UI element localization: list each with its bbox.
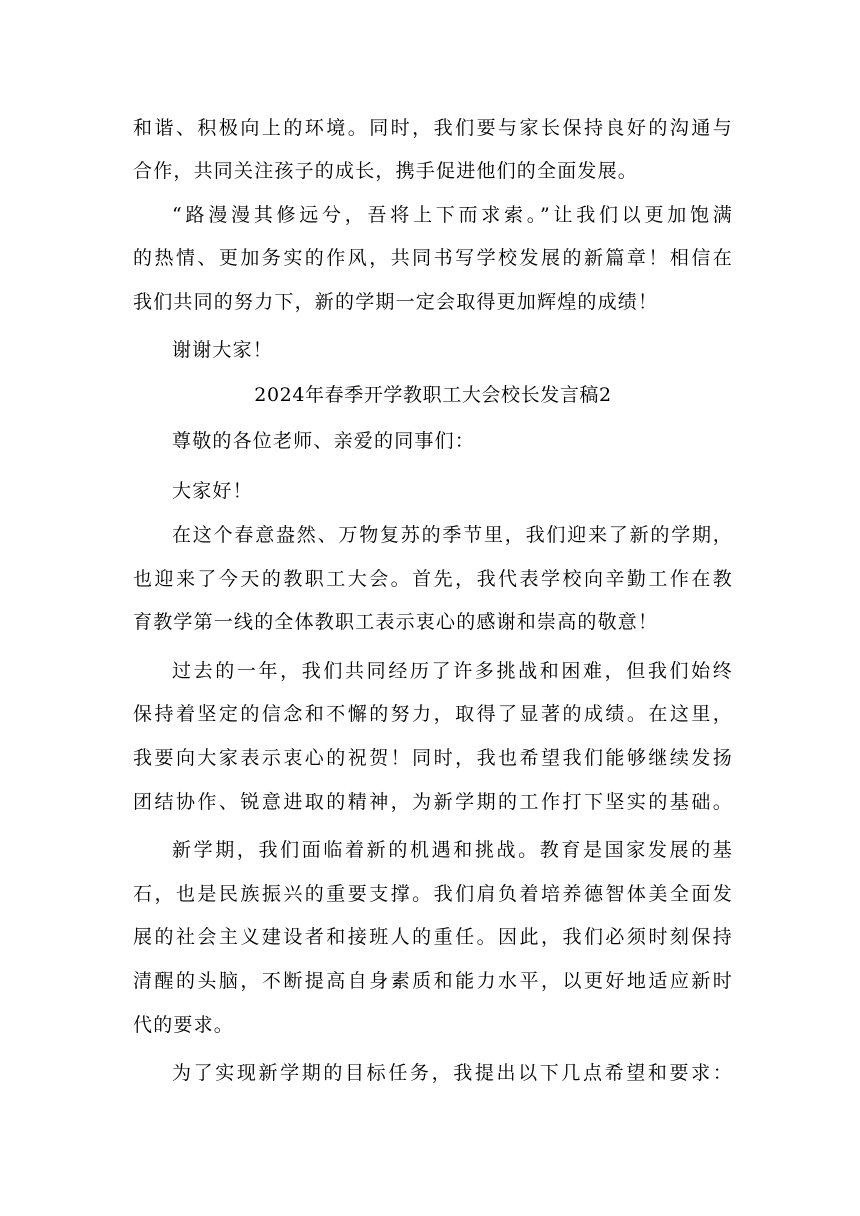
paragraph-line: 我要向大家表示衷心的祝贺！同时，我也希望我们能够继续发扬: [133, 747, 733, 769]
paragraph-line: 合作，共同关注孩子的成长，携手促进他们的全面发展。: [133, 160, 639, 182]
paragraph-line: 我们共同的努力下，新的学期一定会取得更加辉煌的成绩！: [133, 291, 659, 313]
paragraph-line: 新学期，我们面临着新的机遇和挑战。教育是国家发展的基: [172, 839, 733, 861]
paragraph-line: 清醒的头脑，不断提高自身素质和能力水平，以更好地适应新时: [133, 970, 733, 992]
paragraph-line: 展的社会主义建设者和接班人的重任。因此，我们必须时刻保持: [133, 926, 733, 948]
paragraph-line: 团结协作、锐意进取的精神，为新学期的工作打下坚实的基础。: [133, 791, 733, 813]
paragraph-line: 育教学第一线的全体教职工表示衷心的感谢和崇高的敬意！: [133, 611, 659, 633]
paragraph-line: 为了实现新学期的目标任务，我提出以下几点希望和要求：: [172, 1062, 733, 1084]
paragraph-line: 保持着坚定的信念和不懈的努力，取得了显著的成绩。在这里，: [133, 703, 733, 725]
section-title: 2024年春季开学教职工大会校长发言稿2: [254, 384, 612, 406]
paragraph-line: 过去的一年，我们共同经历了许多挑战和困难，但我们始终: [172, 660, 733, 682]
greeting: 大家好！: [172, 480, 253, 502]
paragraph-line: 石，也是民族振兴的重要支撑。我们肩负着培养德智体美全面发: [133, 883, 733, 905]
paragraph-line: 谢谢大家！: [172, 339, 274, 361]
paragraph-line: 也迎来了今天的教职工大会。首先，我代表学校向辛勤工作在教: [133, 568, 733, 590]
salutation: 尊敬的各位老师、亲爱的同事们：: [172, 430, 476, 452]
paragraph-line: “路漫漫其修远兮，吾将上下而求索。”让我们以更加饱满: [172, 204, 733, 226]
paragraph-line: 在这个春意盎然、万物复苏的季节里，我们迎来了新的学期，: [172, 524, 733, 546]
paragraph-line: 的热情、更加务实的作风，共同书写学校发展的新篇章！相信在: [133, 247, 733, 269]
paragraph-line: 和谐、积极向上的环境。同时，我们要与家长保持良好的沟通与: [133, 117, 733, 139]
paragraph-line: 代的要求。: [133, 1014, 235, 1036]
